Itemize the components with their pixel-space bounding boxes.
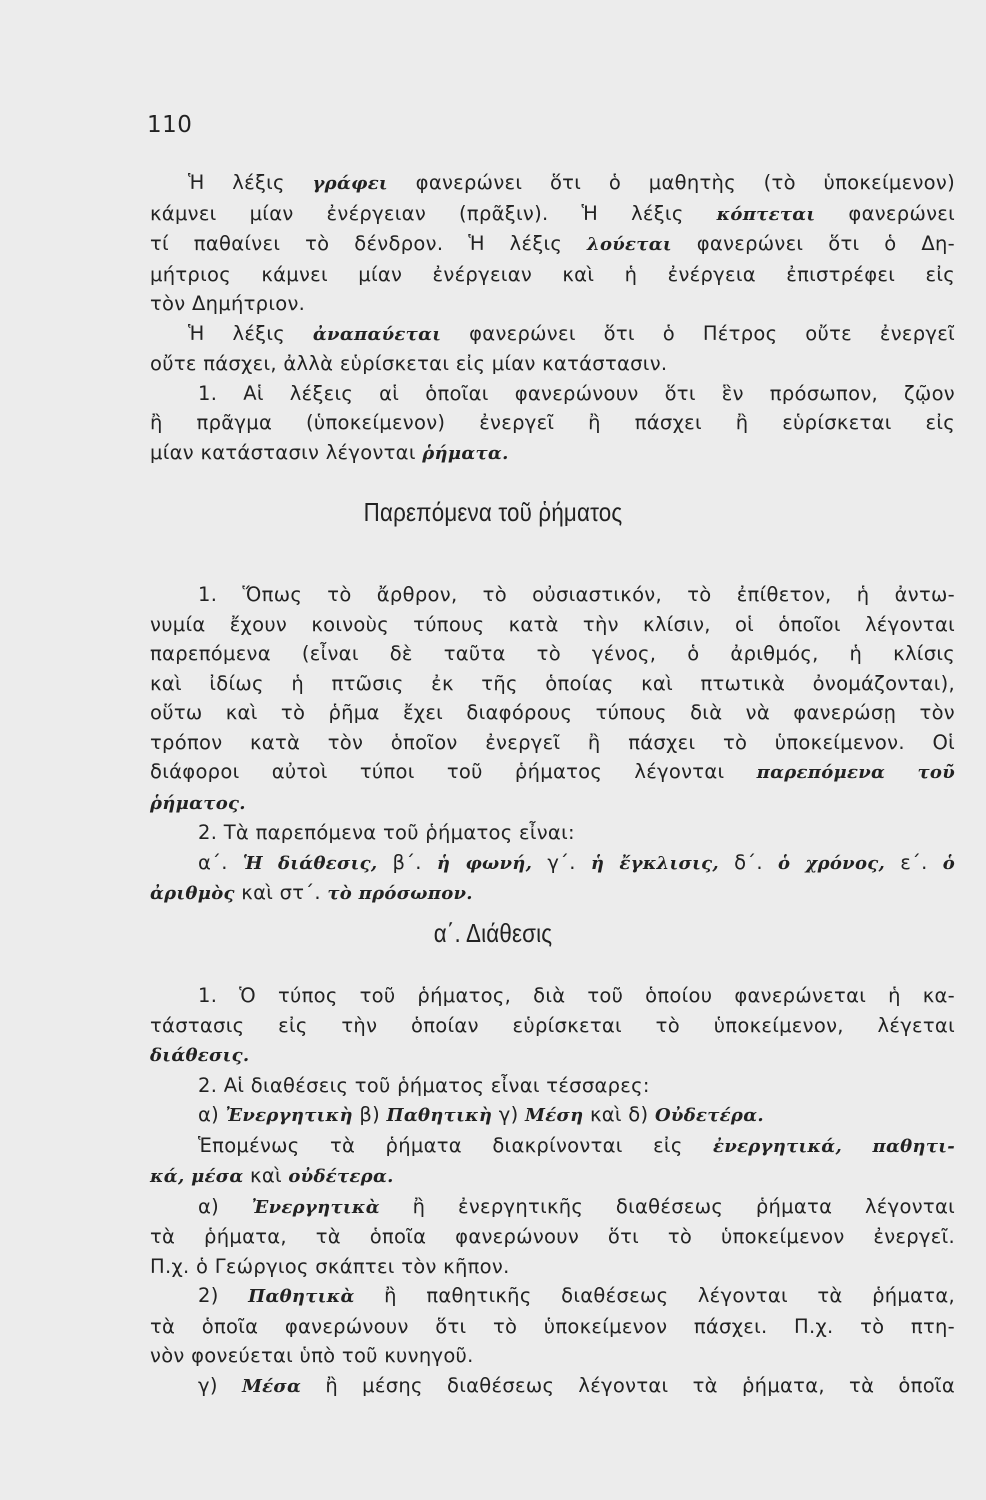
text-line: νυμία ἔχουν κοινοὺς τύπους κατὰ τὴν κλίσιν, οἱ ὁποῖοι λέγονται [150, 612, 955, 636]
emphasis: λούεται [587, 234, 672, 255]
emphasis: κόπτεται [716, 203, 816, 225]
text-line: καὶ ἰδίως ἡ πτῶσις ἐκ τῆς ὁποίας καὶ πτωτικὰ ὀνομάζονται), [150, 671, 955, 695]
subsection-heading: α΄. Διάθεσις [433, 918, 553, 948]
text-line: α) Ἐνεργητικὴ β) Παθητικὴ γ) Μέση καὶ δ) Οὐδετέρα. [198, 1103, 764, 1126]
verb-attributes-paragraphs [150, 580, 955, 909]
emphasis: Οὐδετέρα. [654, 1105, 764, 1126]
text-line: τὰ ὁποῖα φανερώνουν ὅτι τὸ ὑποκείμενον πάσχει. Π.χ. τὸ πτη- [150, 1314, 955, 1338]
emphasis: ἀριθμὸς [150, 883, 235, 904]
text-line: 2) Παθητικὰ ἢ παθητικῆς διαθέσεως λέγονται τὰ ῥήματα, [198, 1284, 955, 1307]
text-line: κά, μέσα καὶ οὐδέτερα. [150, 1164, 394, 1187]
emphasis: ἀναπαύεται [312, 323, 442, 345]
text-line: οὔτε πάσχει, ἀλλὰ εὑρίσκεται εἰς μίαν κατάστασιν. [150, 352, 668, 375]
emphasis: γράφει [312, 173, 388, 194]
emphasis: Ἐνεργητικὰ [251, 1196, 380, 1218]
text-line: ἀριθμὸς καὶ στ΄. τὸ πρόσωπον. [150, 881, 473, 904]
text-line: 2. Αἱ διαθέσεις τοῦ ῥήματος εἶναι τέσσαρες: [198, 1073, 650, 1097]
emphasis: ἡ ἔγκλισις, [590, 852, 719, 874]
text-line: γ) Μέσα ἢ μέσης διαθέσεως λέγονται τὰ ῥήματα, τὰ ὁποῖα [198, 1373, 955, 1397]
text-line: νὸν φονεύεται ὑπὸ τοῦ κυνηγοῦ. [150, 1344, 474, 1367]
text-line: τὰ ῥήματα, τὰ ὁποῖα φανερώνουν ὅτι τὸ ὑποκείμενον ἐνεργεῖ. [150, 1225, 955, 1248]
text-line: τὸν Δημήτριον. [150, 292, 306, 315]
text-line: οὕτω καὶ τὸ ῥῆμα ἔχει διαφόρους τύπους διὰ νὰ φανερώσῃ τὸν [150, 701, 955, 724]
emphasis: Μέση [525, 1105, 584, 1126]
emphasis: Παθητικὴ [386, 1105, 493, 1126]
text-line: α) Ἐνεργητικὰ ἢ ἐνεργητικῆς διαθέσεως ῥήματα λέγονται [198, 1194, 955, 1218]
text-line: τρόπον κατὰ τὸν ὁποῖον ἐνεργεῖ ἢ πάσχει τὸ ὑποκείμενον. Οἱ [150, 730, 955, 754]
text-line: 1. Αἱ λέξεις αἱ ὁποῖαι φανερώνουν ὅτι ἓν πρόσωπον, ζῷον [198, 381, 955, 405]
emphasis: Παθητικὰ [248, 1286, 355, 1307]
text-line [150, 1040, 955, 1071]
text-line: παρεπόμενα (εἶναι δὲ ταῦτα τὸ γένος, ὁ ἀριθμός, ἡ κλίσις [150, 642, 955, 665]
text-line [150, 788, 955, 819]
emphasis: οὐδέτερα. [288, 1166, 394, 1187]
text-line: κάμνει μίαν ἐνέργειαν (πρᾶξιν). Ἡ λέξις κόπτεται φανερώνει [150, 201, 956, 225]
section-heading: Παρεπόμενα τοῦ ῥήματος [363, 497, 623, 527]
text-line: 2. Τὰ παρεπόμενα τοῦ ῥήματος εἶναι: [198, 821, 575, 844]
text-line: 1. Ὁ τύπος τοῦ ῥήματος, διὰ τοῦ ὁποίου φανερώνεται ἡ κα- [198, 984, 955, 1007]
emphasis: Ἡ διάθεσις, [242, 852, 378, 874]
text-line: 1. Ὅπως τὸ ἄρθρον, τὸ οὐσιαστικόν, τὸ ἐπίθετον, ἡ ἀντω- [198, 583, 955, 606]
intro-paragraphs [150, 168, 955, 468]
text-line: διάφοροι αὐτοὶ τύποι τοῦ ῥήματος λέγονται παρεπόμενα τοῦ [150, 760, 955, 783]
emphasis: ἐνεργητικά, παθητι- [712, 1135, 956, 1157]
emphasis: ῥήματα. [422, 442, 509, 464]
text-line: μίαν κατάστασιν λέγονται ῥήματα. [150, 440, 509, 464]
text-line: μήτριος κάμνει μίαν ἐνέργειαν καὶ ἡ ἐνέργεια ἐπιστρέφει εἰς [150, 262, 955, 286]
page-number: 110 [147, 112, 193, 138]
text-line: Ἡ λέξις ἀναπαύεται φανερώνει ὅτι ὁ Πέτρος οὔτε ἐνεργεῖ [188, 321, 955, 345]
voice-paragraphs [150, 981, 955, 1401]
emphasis: ἡ φωνή, [436, 852, 533, 874]
emphasis: ὁ χρόνος, [777, 852, 886, 874]
emphasis: ῥήματος. [150, 792, 246, 814]
text-line: α΄. Ἡ διάθεσις, β΄. ἡ φωνή, γ΄. ἡ ἔγκλισις, δ΄. ὁ χρόνος, ε΄. ὁ [198, 850, 956, 874]
text-line: ἢ πρᾶγμα (ὑποκείμενον) ἐνεργεῖ ἢ πάσχει ἢ εὑρίσκεται εἰς [150, 411, 955, 434]
emphasis: παρεπόμενα τοῦ [756, 762, 955, 783]
text-line: Ἑπομένως τὰ ῥήματα διακρίνονται εἰς ἐνεργητικά, παθητι- [198, 1133, 956, 1157]
text-line: τάστασις εἰς τὴν ὁποίαν εὑρίσκεται τὸ ὑποκείμενον, λέγεται [150, 1013, 955, 1037]
emphasis: κά, μέσα [150, 1166, 244, 1187]
emphasis: Ἐνεργητικὴ [225, 1105, 353, 1126]
text-line: τί παθαίνει τὸ δένδρον. Ἡ λέξις λούεται φανερώνει ὅτι ὁ Δη- [150, 232, 955, 255]
emphasis: διάθεσις. [150, 1045, 250, 1066]
emphasis: Μέσα [241, 1375, 302, 1397]
text-line: Π.χ. ὁ Γεώργιος σκάπτει τὸν κῆπον. [150, 1254, 510, 1278]
text-line: Ἡ λέξις γράφει φανερώνει ὅτι ὁ μαθητὴς (τὸ ὑποκείμενον) [188, 171, 955, 194]
emphasis: τὸ πρόσωπον. [327, 883, 473, 904]
emphasis: ὁ [942, 852, 956, 874]
